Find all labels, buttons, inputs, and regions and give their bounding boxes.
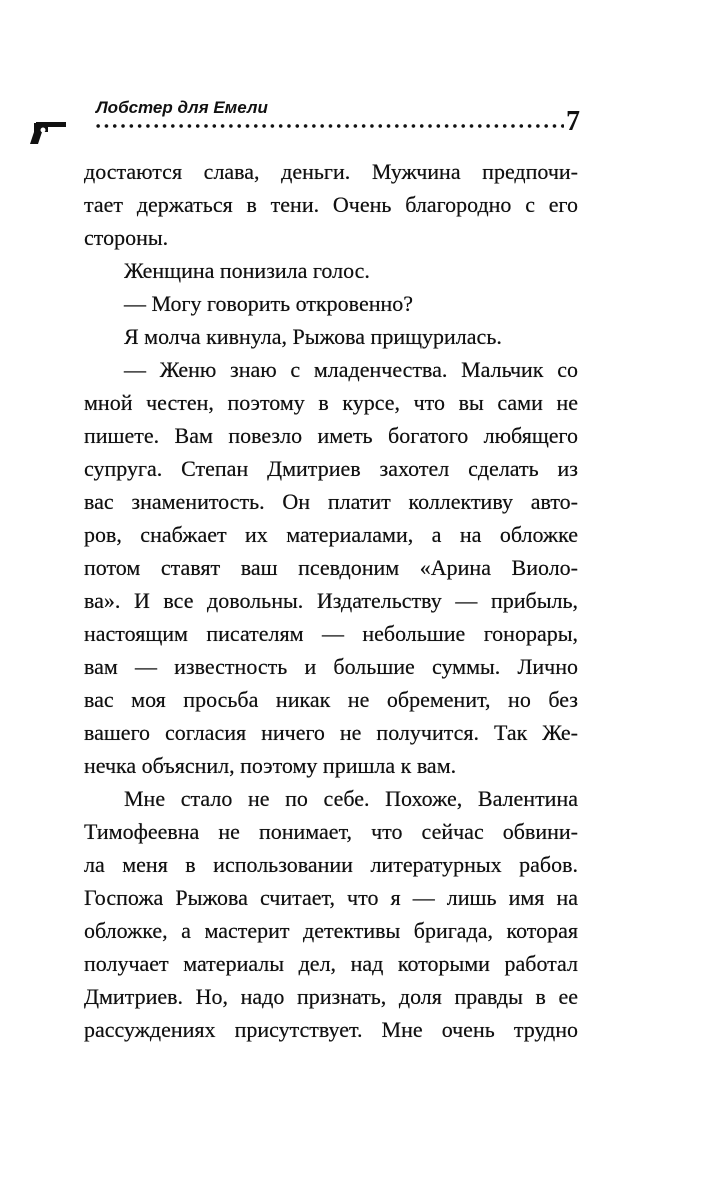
text-line: ва». И все довольны. Издательству — прибыль, xyxy=(84,588,578,613)
paragraph xyxy=(84,353,578,782)
paragraph xyxy=(84,254,578,287)
text-line: настоящим писателям — небольшие гонорары, xyxy=(84,621,578,646)
revolver-icon xyxy=(28,120,68,146)
text-line: ла меня в использовании литературных рабов. xyxy=(84,852,578,877)
text-line: вас знаменитость. Он платит коллективу авто- xyxy=(84,489,578,514)
text-line: достаются слава, деньги. Мужчина предпочи- xyxy=(84,159,578,184)
paragraph xyxy=(84,287,578,320)
body-text xyxy=(84,155,578,1046)
text-line: потом ставят ваш псевдоним «Арина Виоло- xyxy=(84,555,578,580)
text-line: ров, снабжает их материалами, а на обложке xyxy=(84,522,578,547)
text-line: пишете. Вам повезло иметь богатого любящего xyxy=(84,423,578,448)
text-line: обложке, а мастерит детективы бригада, которая xyxy=(84,918,578,943)
running-header xyxy=(28,98,588,148)
dotted-rule xyxy=(94,123,564,129)
text-line: рассуждениях присутствует. Мне очень трудно xyxy=(84,1017,578,1042)
paragraph xyxy=(84,782,578,1046)
text-line: Мне стало не по себе. Похоже, Валентина xyxy=(124,786,578,811)
text-line: Женщина понизила голос. xyxy=(124,258,370,283)
text-line: стороны. xyxy=(84,225,169,250)
page-number: 7 xyxy=(566,106,580,137)
paragraph xyxy=(84,155,578,254)
text-line: нечка объяснил, поэтому пришла к вам. xyxy=(84,753,457,778)
text-line: Я молча кивнула, Рыжова прищурилась. xyxy=(124,324,502,349)
text-line: Тимофеевна не понимает, что сейчас обвини- xyxy=(84,819,578,844)
text-line: вам — известность и большие суммы. Лично xyxy=(84,654,578,679)
running-title: Лобстер для Емели xyxy=(96,98,268,117)
text-line: — Женю знаю с младенчества. Мальчик со xyxy=(124,357,578,382)
text-line: мной честен, поэтому в курсе, что вы сами не xyxy=(84,390,578,415)
text-line: вас моя просьба никак не обременит, но без xyxy=(84,687,578,712)
paragraph xyxy=(84,320,578,353)
text-line: вашего согласия ничего не получится. Так Же- xyxy=(84,720,578,745)
text-line: получает материалы дел, над которыми работал xyxy=(84,951,578,976)
text-line: тает держаться в тени. Очень благородно с его xyxy=(84,192,578,217)
text-line: — Могу говорить откровенно? xyxy=(124,291,414,316)
text-line: Дмитриев. Но, надо признать, доля правды в ее xyxy=(84,984,578,1009)
text-line: супруга. Степан Дмитриев захотел сделать из xyxy=(84,456,578,481)
text-line: Госпожа Рыжова считает, что я — лишь имя на xyxy=(84,885,578,910)
